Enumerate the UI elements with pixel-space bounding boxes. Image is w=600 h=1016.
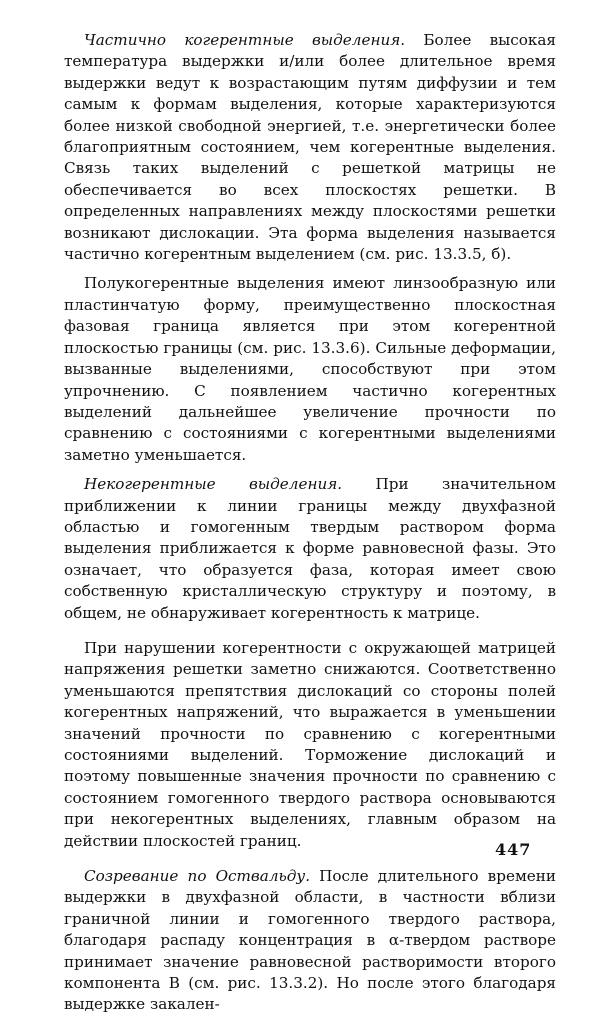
paragraph-coherence-loss: [64, 638, 556, 852]
page-body: [64, 30, 556, 1016]
paragraph-text: При значительном приближении к линии границы между двухфазной областью и гомогенным твердым раствором форма выделения приближается к форме равновесной фазы. Это означает, что образуется фаза, которая имеет свою собственную кристаллическую структуру и поэтому, в общем, не обнаруживает когерентность к матрице.: [64, 475, 556, 622]
paragraph-text: Более высокая температура выдержки и/или более длительное время выдержки ведут к возрастающим путям диффузии и тем самым к формам выделения, которые характеризуются более низкой свободной энергией, т.е. энергетически более благоприятным состоянием, чем когерентные выделения. Связь таких выделений с решеткой матрицы не обеспечивается во всех плоскостях решетки. В определенных направлениях между плоскостями решетки возникают дислокации. Эта форма выделения называется частично когерентным выделением (см. рис. 13.3.5, б).: [64, 31, 556, 264]
paragraph-text: Полукогерентные выделения имеют линзообразную или пластинчатую форму, преимущественно плоскостная фазовая граница является при этом когерентной плоскостью границы (см. рис. 13.3.6). Сильные деформации, вызванные выделениями, способствуют при этом упрочнению. С появлением частично когерентных выделений дальнейшее увеличение прочности по сравнению с состояниями с когерентными выделениями заметно уменьшается.: [64, 274, 556, 464]
paragraph-text: При нарушении когерентности с окружающей матрицей напряжения решетки заметно снижаются. Соответственно уменьшаются препятствия дислокаций со стороны полей когерентных напряжений, что выражается в уменьшении значений прочности по сравнению с когерентными состояниями выделений. Торможение дислокаций и поэтому повышенные значения прочности по сравнению с состоянием гомогенного твердого раствора основываются при некогерентных выделениях, главным образом на действии плоскостей границ.: [64, 638, 556, 850]
paragraph-incoherent: [64, 474, 556, 624]
page-number: 447: [495, 840, 532, 859]
paragraph-partially-coherent: [64, 30, 556, 265]
paragraph-semi-coherent: [64, 273, 556, 466]
paragraph-ostwald-ripening: [64, 866, 556, 1016]
term-incoherent: Некогерентные выделения.: [84, 475, 343, 494]
paragraph-text: После длительного времени выдержки в двухфазной области, в частности вблизи граничной линии и гомогенного твердого раствора, благодаря распаду концентрация в α-твердом растворе принимает значение равновесной растворимости второго компонента B (см. рис. 13.3.2). Но после этого благодаря выдержке закален-: [64, 867, 556, 1014]
term-ostwald-ripening: Созревание по Оствальду.: [84, 867, 311, 886]
term-partially-coherent: Частично когерентные выделения.: [84, 31, 406, 49]
